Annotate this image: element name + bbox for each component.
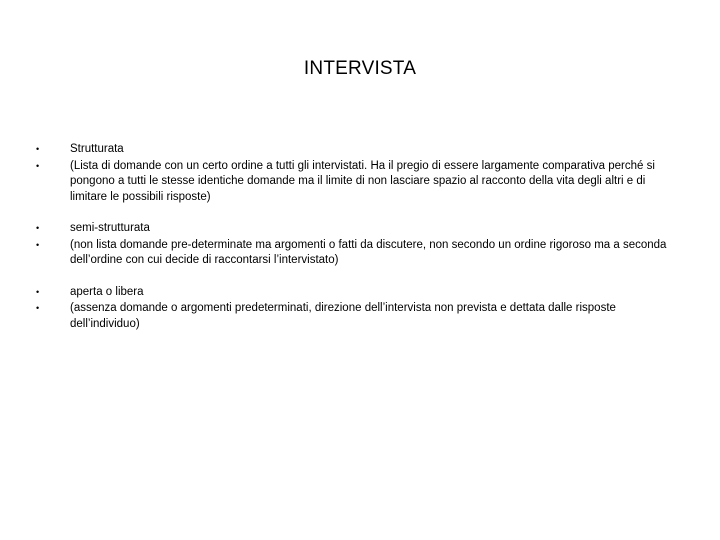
item-heading: semi-strutturata [70, 222, 150, 234]
list-item-semi-strutturata [36, 221, 681, 269]
bullet-line-heading [36, 285, 681, 301]
bullet-line-description [36, 159, 681, 206]
slide-title: INTERVISTA [303, 58, 417, 79]
list-item-strutturata [36, 142, 681, 205]
item-heading: Strutturata [70, 143, 124, 155]
bullet-list [36, 142, 681, 348]
bullet-icon: • [36, 303, 40, 313]
bullet-icon: • [36, 239, 40, 250]
list-item-aperta-o-libera [36, 285, 681, 333]
item-description: (assenza domande o argomenti predeterminati, direzione dell’intervista non prevista e dettata dalle risposte dell’individuo) [70, 302, 616, 330]
item-description: (non lista domande pre-determinate ma argomenti o fatti da discutere, non secondo un ordine rigoroso ma a seconda dell’ordine con cui decide di raccontarsi l’intervistato) [70, 238, 667, 266]
bullet-icon: • [36, 223, 40, 233]
item-heading: aperta o libera [70, 285, 144, 298]
bullet-line-description [36, 301, 681, 332]
bullet-icon: • [36, 160, 40, 171]
bullet-icon: • [36, 286, 40, 297]
item-description: (Lista di domande con un certo ordine a tutti gli intervistati. Ha il pregio di essere largamente comparativa perché si pongono a tutti le stesse identiche domande ma il limite di non lasciare spazio al racconto della vita degli altri e di limitare le possibili risposte) [70, 159, 655, 203]
bullet-line-heading [36, 221, 681, 237]
bullet-line-description [36, 238, 681, 269]
bullet-line-heading [36, 142, 681, 158]
bullet-icon: • [36, 144, 40, 154]
